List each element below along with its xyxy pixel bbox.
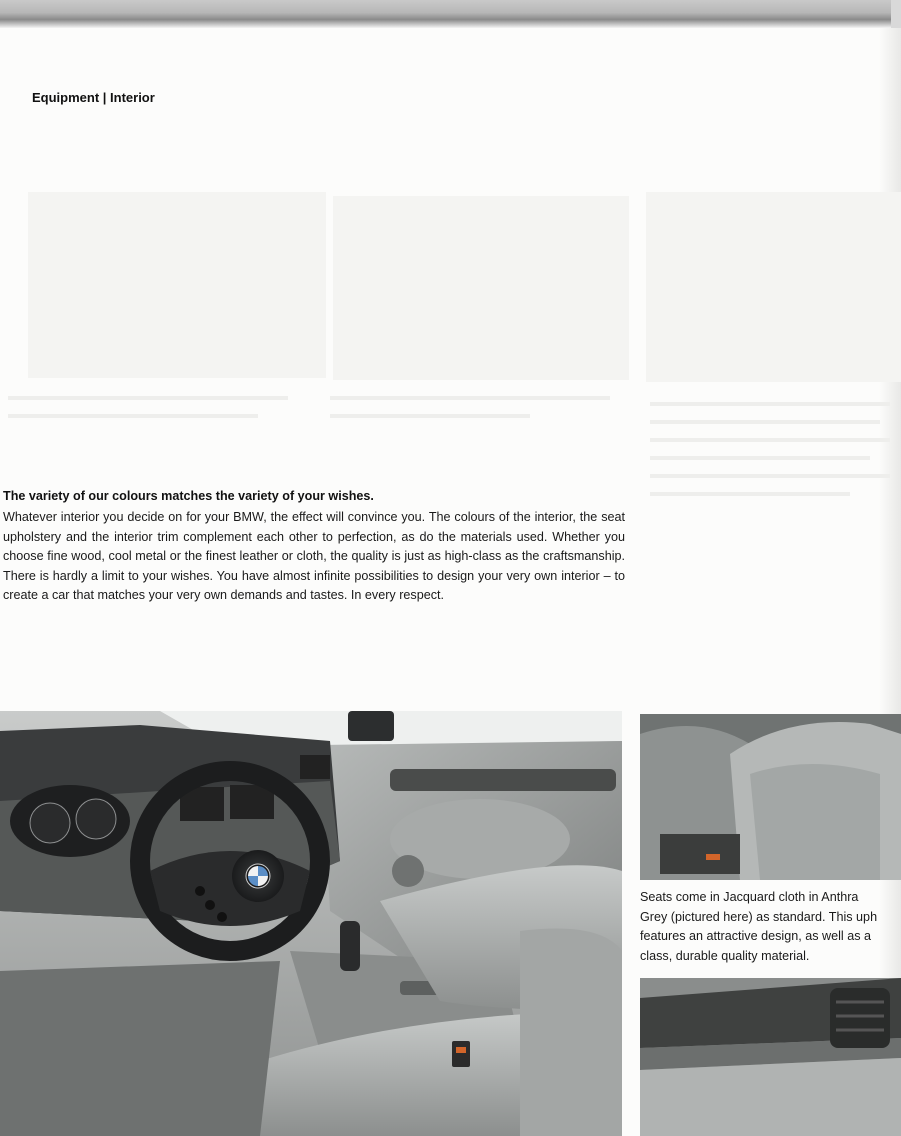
bleed-through-panel-center [333, 196, 629, 380]
seat-illustration [640, 714, 901, 880]
intro-heading: The variety of our colours matches the variety of your wishes. [3, 489, 374, 503]
bleed-through-line [8, 396, 288, 400]
bleed-through-line [650, 420, 880, 424]
bleed-through-line [650, 438, 890, 442]
intro-body: Whatever interior you decide on for your BMW, the effect will convince you. The colours of the interior, the seat upholstery and the interior trim complement each other to perfection, as do the materials used. Whether you choose fine wood, cool metal or the finest leather or cloth, the quality is just as high-class as the craftsmanship. There is hardly a limit to your wishes. You have almost infinite possibilities to design your very own interior – to create a car that matches your very own demands and tastes. In every respect. [3, 510, 625, 602]
bleed-through-line [330, 414, 530, 418]
seat-detail-photo [640, 714, 901, 880]
bleed-through-line [650, 456, 870, 460]
bleed-through-line [650, 474, 890, 478]
bleed-through-panel-right [646, 192, 901, 382]
main-interior-photo [0, 711, 622, 1136]
bmw-logo [246, 864, 270, 888]
seat-caption: Seats come in Jacquard cloth in Anthra Grey (pictured here) as standard. This uph features an attractive design, as well as a class, durable quality material. [640, 890, 878, 963]
scan-edge [0, 0, 901, 28]
trim-illustration [640, 978, 901, 1136]
section-title: Equipment | Interior [32, 90, 155, 105]
bleed-through-panel-left [28, 192, 326, 378]
bleed-through-line [330, 396, 610, 400]
bleed-through-line [8, 414, 258, 418]
bleed-through-line [650, 402, 890, 406]
trim-detail-photo [640, 978, 901, 1136]
bleed-through-line [650, 492, 850, 496]
interior-illustration [0, 711, 622, 1136]
intro-text-block [3, 487, 625, 606]
